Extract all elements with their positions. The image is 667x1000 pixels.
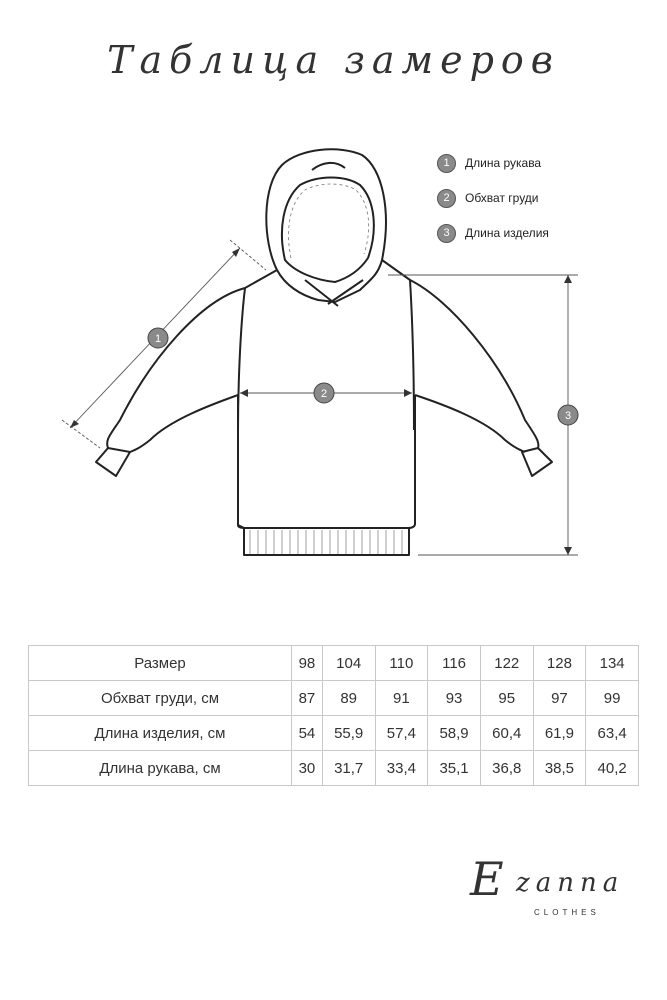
- table-cell: 122: [480, 646, 533, 681]
- size-table: [28, 645, 639, 786]
- table-cell: 87: [292, 681, 323, 716]
- table-cell: 104: [322, 646, 375, 681]
- table-cell: 89: [322, 681, 375, 716]
- legend-label: Длина изделия: [465, 226, 549, 240]
- legend-number-badge: 3: [437, 224, 456, 243]
- row-header: Длина рукава, см: [29, 751, 292, 786]
- table-cell: 110: [375, 646, 428, 681]
- table-cell: 57,4: [375, 716, 428, 751]
- row-header: Обхват груди, см: [29, 681, 292, 716]
- table-cell: 33,4: [375, 751, 428, 786]
- legend-item: [437, 152, 549, 174]
- table-cell: 58,9: [428, 716, 481, 751]
- brand-logo-initial: E: [470, 852, 504, 906]
- brand-logo-tagline: CLOTHES: [534, 908, 600, 917]
- table-cell: 61,9: [533, 716, 586, 751]
- legend-number-badge: 2: [437, 189, 456, 208]
- page-title: Таблица замеров: [107, 38, 560, 82]
- ribbing: [250, 530, 402, 554]
- legend-label: Обхват груди: [465, 191, 539, 205]
- table-row: [29, 646, 639, 681]
- chest-marker-label: 2: [320, 388, 328, 400]
- table-cell: 93: [428, 681, 481, 716]
- chest-arrow-right: [404, 389, 412, 397]
- table-row: [29, 681, 639, 716]
- hoodie-diagram: [0, 130, 667, 570]
- table-cell: 38,5: [533, 751, 586, 786]
- table-cell: 54: [292, 716, 323, 751]
- row-header: Длина изделия, см: [29, 716, 292, 751]
- length-marker-label: 3: [564, 410, 572, 422]
- table-cell: 91: [375, 681, 428, 716]
- legend-item: [437, 222, 549, 244]
- sleeve-marker-label: 1: [154, 333, 162, 345]
- table-cell: 60,4: [480, 716, 533, 751]
- length-measure-line: [388, 275, 578, 555]
- length-arrow-bottom: [564, 547, 572, 555]
- brand-logo-name: zanna: [516, 868, 625, 898]
- table-cell: 63,4: [586, 716, 639, 751]
- legend: [437, 152, 549, 257]
- table-cell: 35,1: [428, 751, 481, 786]
- table-cell: 36,8: [480, 751, 533, 786]
- table-cell: 40,2: [586, 751, 639, 786]
- table-cell: 95: [480, 681, 533, 716]
- table-row: [29, 751, 639, 786]
- table-cell: 30: [292, 751, 323, 786]
- table-cell: 99: [586, 681, 639, 716]
- legend-label: Длина рукава: [465, 156, 542, 170]
- table-cell: 97: [533, 681, 586, 716]
- table-cell: 116: [428, 646, 481, 681]
- table-row: [29, 716, 639, 751]
- row-header: Размер: [29, 646, 292, 681]
- table-cell: 55,9: [322, 716, 375, 751]
- length-arrow-top: [564, 275, 572, 283]
- chest-arrow-left: [240, 389, 248, 397]
- table-cell: 98: [292, 646, 323, 681]
- legend-number-badge: 1: [437, 154, 456, 173]
- hood-stitching: [289, 184, 369, 258]
- brand-logo: [470, 850, 640, 940]
- legend-item: [437, 187, 549, 209]
- sleeve-arrow-bottom: [70, 420, 79, 428]
- table-cell: 134: [586, 646, 639, 681]
- table-cell: 31,7: [322, 751, 375, 786]
- table-cell: 128: [533, 646, 586, 681]
